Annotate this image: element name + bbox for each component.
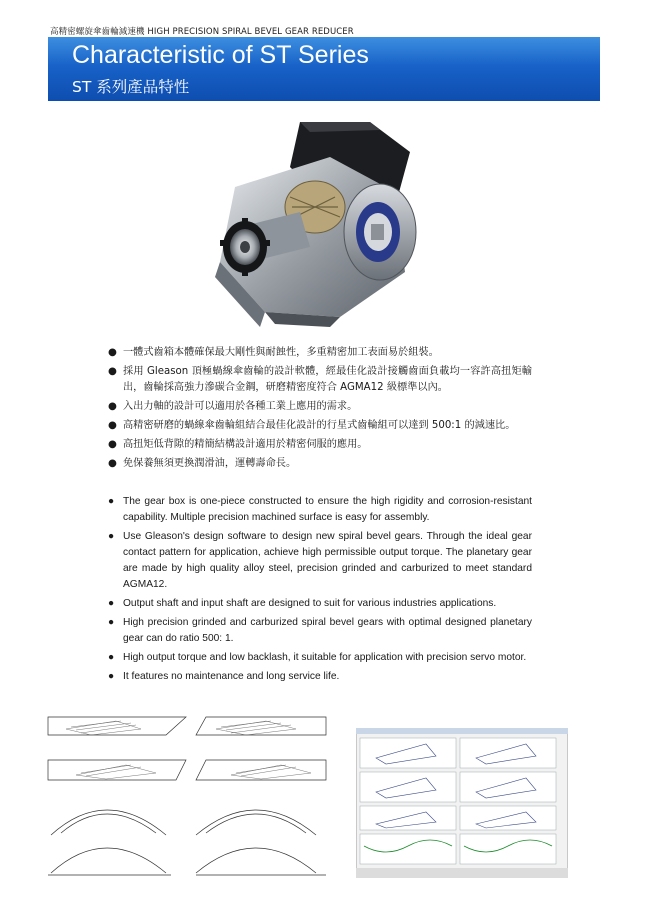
list-item: ● Output shaft and input shaft are designed to suit for various industries applications. bbox=[108, 596, 532, 612]
bullet-icon: ● bbox=[108, 458, 117, 469]
feature-list-english bbox=[108, 494, 532, 688]
list-item: ● 一體式齒箱本體確保最大剛性與耐蝕性，多重精密加工表面易於組裝。 bbox=[108, 345, 532, 361]
bullet-icon: ● bbox=[108, 531, 115, 542]
bullet-icon: ● bbox=[108, 496, 115, 507]
list-item: ● 高精密研磨的蝸線傘齒輪組結合最佳化設計的行星式齒輪組可以達到 500:1 的減速比。 bbox=[108, 418, 532, 434]
header-caption: 高精密螺旋傘齒輪減速機 HIGH PRECISION SPIRAL BEVEL GEAR REDUCER bbox=[50, 27, 354, 37]
bullet-icon: ● bbox=[108, 366, 117, 377]
list-item: ● High output torque and low backlash, it suitable for application with precision servo motor. bbox=[108, 650, 532, 666]
bullet-icon: ● bbox=[108, 652, 115, 663]
bullet-icon: ● bbox=[108, 617, 115, 628]
bullet-icon: ● bbox=[108, 401, 117, 412]
gear-design-software-screenshot-icon bbox=[356, 728, 568, 878]
list-item: ● High precision grinded and carburized spiral bevel gears with optimal designed planetary gear can do ratio 500: 1. bbox=[108, 617, 532, 644]
bullet-icon: ● bbox=[108, 671, 115, 682]
bullet-icon: ● bbox=[108, 347, 117, 358]
title-banner bbox=[48, 37, 600, 101]
list-item: ● 免保養無須更換潤滑油，運轉壽命長。 bbox=[108, 456, 532, 472]
page-subtitle: ST 系列產品特性 bbox=[72, 78, 190, 96]
list-item: ● The gear box is one-piece constructed to ensure the high rigidity and corrosion-resistant capability. Multiple precision machined surface is easy for assembly. bbox=[108, 496, 532, 523]
gear-tooth-contact-analysis-diagram-icon bbox=[46, 715, 340, 877]
list-item: ● It features no maintenance and long service life. bbox=[108, 669, 532, 685]
list-item: ● 入出力軸的設計可以適用於各種工業上應用的需求。 bbox=[108, 399, 532, 415]
bullet-icon: ● bbox=[108, 439, 117, 450]
bullet-icon: ● bbox=[108, 598, 115, 609]
spiral-bevel-gear-reducer-cutaway-icon bbox=[180, 112, 480, 337]
list-item: ● 採用 Gleason 頂極蝸線傘齒輪的設計軟體，經最佳化設計接觸齒面負載均一容許高扭矩輸出，齒輪採高強力滲碳合金鋼，研磨精密度符合 AGMA12 級標準以內。 bbox=[108, 366, 532, 393]
list-item: ● Use Gleason's design software to design new spiral bevel gears. Through the ideal gear contact pattern for application, achieve high permissible output torque. The planetary gear are made by high quality alloy steel, precision grinded and carburized to meet standard AGMA12. bbox=[108, 531, 532, 590]
bullet-icon: ● bbox=[108, 420, 117, 431]
feature-list-chinese bbox=[108, 345, 532, 475]
list-item: ● 高扭矩低背隙的精簡結構設計適用於精密伺服的應用。 bbox=[108, 437, 532, 453]
page-title: Characteristic of ST Series bbox=[72, 41, 369, 69]
